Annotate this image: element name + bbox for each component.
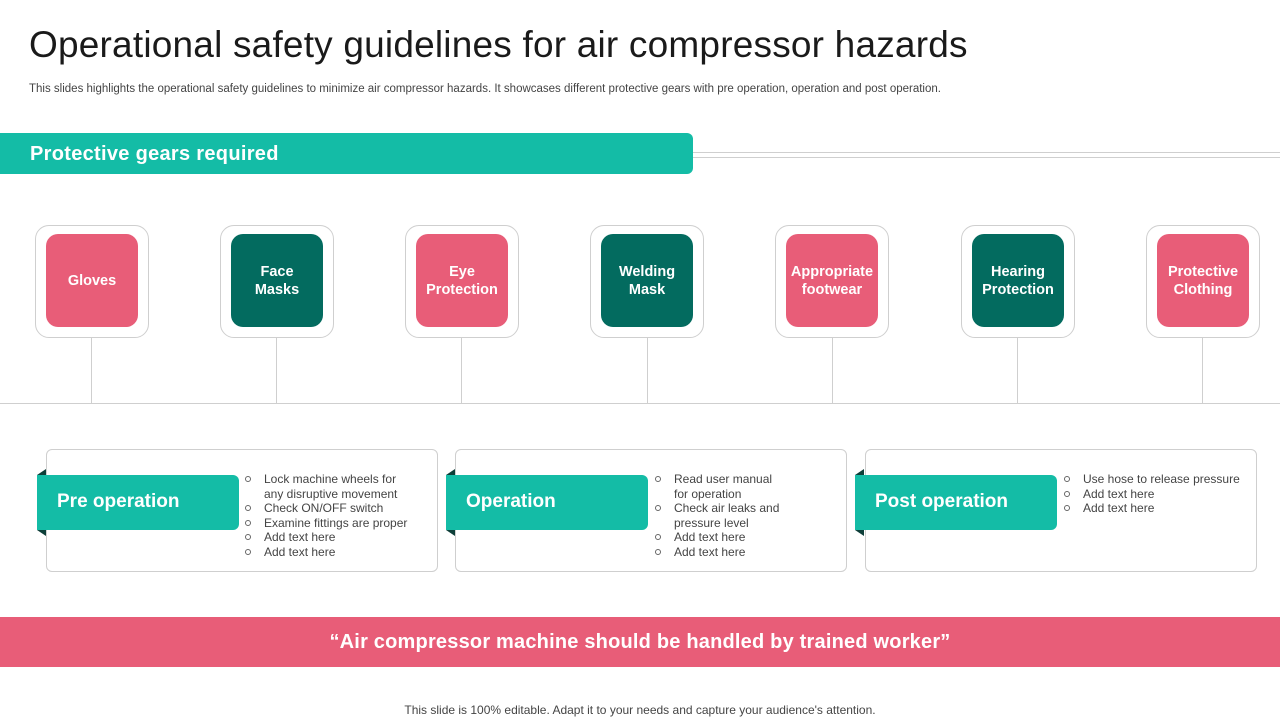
list-item: Add text here xyxy=(244,545,407,560)
gear-card-appropriate-footwear xyxy=(775,225,889,338)
phase-list-pre-operation xyxy=(244,472,407,559)
phase-tab-pre-operation xyxy=(37,475,239,530)
phase-label: Operation xyxy=(466,491,556,512)
gear-card-gloves xyxy=(35,225,149,338)
phase-list-operation xyxy=(654,472,779,559)
gear-tile xyxy=(416,234,508,327)
list-item: Add text here xyxy=(244,530,407,545)
phase-tab-operation xyxy=(446,475,648,530)
list-item: Examine fittings are proper xyxy=(244,516,407,531)
section-banner xyxy=(0,133,693,174)
gear-card-hearing-protection xyxy=(961,225,1075,338)
phase-tab-fold xyxy=(37,530,46,536)
gear-tile xyxy=(1157,234,1249,327)
phase-list-post-operation xyxy=(1063,472,1240,516)
banner-divider-line xyxy=(693,157,1280,158)
list-item: Read user manual xyxy=(654,472,779,487)
gear-card-face-masks xyxy=(220,225,334,338)
footer-note: This slide is 100% editable. Adapt it to your needs and capture your audience's attention. xyxy=(404,703,876,717)
gear-label: Eye Protection xyxy=(426,263,498,298)
gear-card-welding-mask xyxy=(590,225,704,338)
gear-label: Face Masks xyxy=(254,263,300,298)
gear-card-protective-clothing xyxy=(1146,225,1260,338)
banner-divider-line xyxy=(693,152,1280,153)
phase-tab-fold xyxy=(855,530,864,536)
list-item-continuation: pressure level xyxy=(674,515,749,530)
gear-tile xyxy=(601,234,693,327)
slide-subtitle: This slides highlights the operational safety guidelines to minimize air compressor hazards. It showcases different protective gears with pre operation, operation and post operation. xyxy=(29,83,941,95)
phase-label: Pre operation xyxy=(57,491,180,512)
phase-tab-post-operation xyxy=(855,475,1057,530)
quote-text: “Air compressor machine should be handled by trained worker” xyxy=(329,630,951,653)
gear-tile xyxy=(46,234,138,327)
gear-connector-line xyxy=(832,338,833,403)
quote-banner xyxy=(0,617,1280,667)
gear-connector-line xyxy=(1017,338,1018,403)
section-banner-label: Protective gears required xyxy=(30,143,279,165)
gear-connector-line xyxy=(647,338,648,403)
gear-card-eye-protection xyxy=(405,225,519,338)
phase-label: Post operation xyxy=(875,491,1009,512)
gear-tile xyxy=(231,234,323,327)
list-item: Add text here xyxy=(1063,487,1240,502)
phase-tab-fold xyxy=(446,530,455,536)
gear-label: Hearing Protection xyxy=(982,263,1054,298)
list-item-continuation: for operation xyxy=(674,486,742,501)
list-item: Check ON/OFF switch xyxy=(244,501,407,516)
list-item: Add text here xyxy=(654,545,779,560)
gear-connector-line xyxy=(461,338,462,403)
gear-connector-line xyxy=(91,338,92,403)
gear-connector-line xyxy=(276,338,277,403)
list-item: Check air leaks and xyxy=(654,501,779,516)
list-item: Use hose to release pressure xyxy=(1063,472,1240,487)
gear-label: Welding Mask xyxy=(618,263,676,298)
list-item: Add text here xyxy=(654,530,779,545)
list-item: Lock machine wheels for xyxy=(244,472,407,487)
gear-tile xyxy=(972,234,1064,327)
gear-label: Protective Clothing xyxy=(1167,263,1239,298)
gear-connector-line xyxy=(1202,338,1203,403)
timeline-baseline xyxy=(0,403,1280,404)
list-item-continuation: any disruptive movement xyxy=(264,486,398,501)
slide-title: Operational safety guidelines for air compressor hazards xyxy=(29,24,968,65)
list-item: Add text here xyxy=(1063,501,1240,516)
gear-label: Appropriate footwear xyxy=(790,263,874,298)
gear-label: Gloves xyxy=(67,272,117,289)
gear-tile xyxy=(786,234,878,327)
